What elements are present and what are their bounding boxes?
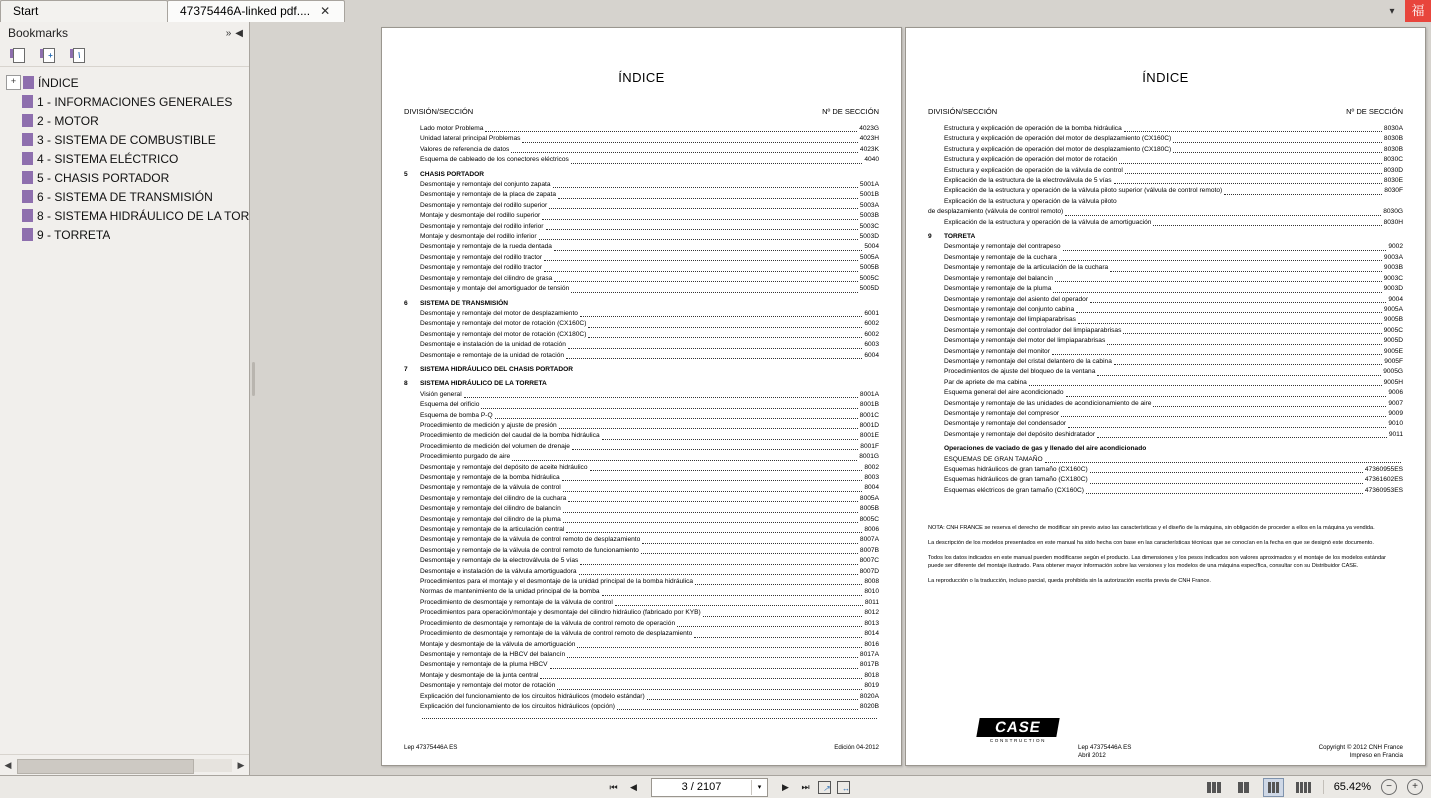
bookmarks-header bbox=[0, 22, 249, 44]
single-page-view-button[interactable] bbox=[1205, 779, 1224, 796]
toc-entry-text: Desmontaje y remontaje del limpiaparabrisas bbox=[944, 316, 1076, 324]
toc-entry-page: 8014 bbox=[864, 630, 879, 638]
toc-entry-page: 8030C bbox=[1383, 156, 1403, 164]
toc-entry-page: 8030B bbox=[1383, 145, 1403, 153]
toc-entry-text: Explicación de la estructura y operación de la válvula piloto superior (válvula de control remoto) bbox=[944, 187, 1223, 195]
toc-entry-page: 5004 bbox=[864, 243, 879, 251]
toc-left bbox=[404, 124, 879, 721]
toc-entry-text: Montaje y desmontaje de la válvula de amortiguación bbox=[420, 640, 576, 648]
next-page-button[interactable]: ▶ bbox=[782, 781, 789, 792]
toc-section bbox=[404, 299, 879, 309]
toc-entry-text: Visión general bbox=[420, 390, 462, 398]
collapse-panel-icon[interactable]: ◀ bbox=[235, 27, 243, 39]
toc-entry-text: Desmontaje y remontaje del motor del limpiaparabrisas bbox=[944, 337, 1106, 345]
toc-entry-text: Desmontaje y remontaje del monitor bbox=[944, 347, 1050, 355]
bottom-toolbar bbox=[0, 775, 1431, 798]
toc-entry-text: Procedimiento de medición del caudal de la bomba hidráulica bbox=[420, 432, 600, 440]
toc-entry-page: 8030H bbox=[1383, 218, 1403, 226]
bookmark-bullet-icon bbox=[23, 76, 34, 89]
toc-entry-text: Desmontaje y remontaje de la articulación de la cuchara bbox=[944, 264, 1109, 272]
page-left[interactable] bbox=[381, 27, 902, 766]
toc-entry-page: 8030A bbox=[1383, 125, 1403, 132]
toc-entry-page: 9005G bbox=[1383, 368, 1403, 376]
toc-entry-text: Desmontaje y remontaje de la cuchara bbox=[944, 253, 1057, 261]
sidebar-item-5[interactable] bbox=[6, 168, 249, 187]
sidebar-item-label: 3 - SISTEMA DE COMBUSTIBLE bbox=[37, 132, 216, 147]
tab-start[interactable] bbox=[0, 0, 168, 22]
toc-entry-page: 8017B bbox=[859, 661, 879, 669]
toc-entry-text: Desmontaje y remontaje del conjunto zapata bbox=[420, 181, 551, 189]
toc-entry-page: 9003C bbox=[1383, 274, 1403, 282]
toc-entry-page: 9002 bbox=[1388, 243, 1403, 251]
toc-entry-text: Procedimiento de medición del volumen de drenaje bbox=[420, 442, 570, 450]
page-footer bbox=[928, 744, 1403, 751]
toc-section-title: SISTEMA HIDRÁULICO DEL CHASIS PORTADOR bbox=[420, 365, 574, 373]
toc-entry-text: Desmontaje y remontaje de la pluma HBCV bbox=[420, 661, 548, 669]
toc-entry-text: Par de apriete de ma cabina bbox=[944, 378, 1027, 386]
toc-entry-text: Desmontaje y remontaje del balancín bbox=[944, 274, 1053, 282]
toc-entry-page: 8005A bbox=[859, 494, 879, 502]
note-4: La reproducción o la traducción, incluso parcial, queda prohibida sin la autorización escrita previa de CNH France. bbox=[928, 578, 1211, 585]
document-viewport[interactable] bbox=[257, 22, 1431, 775]
toc-entry-page: 8016 bbox=[864, 640, 879, 648]
tab-bar bbox=[0, 0, 1431, 23]
toc-entry-text: Lado motor Problema bbox=[420, 125, 484, 132]
toc-entry-page: 8020B bbox=[859, 702, 879, 710]
toc-entry-page: 9005C bbox=[1383, 326, 1403, 334]
toc-entry-text: Procedimiento de desmontaje y remontaje de la válvula de control remoto de operación bbox=[420, 619, 676, 627]
expand-icon[interactable]: + bbox=[6, 75, 21, 90]
toc-entry-page: 8007A bbox=[859, 536, 879, 544]
toc-column-headers bbox=[404, 107, 879, 116]
toc-entry-page: 9010 bbox=[1388, 420, 1403, 428]
toc-entry-text: Desmontaje y remontaje de la placa de zapata bbox=[420, 191, 556, 199]
note-1: NOTA: CNH FRANCE se reserva el derecho de modificar sin previo aviso las características y el diseño de la máquina, sin obligación de proceder a ellos en la máquina ya vendida. bbox=[928, 525, 1375, 532]
bookmark-bullet-icon bbox=[22, 171, 33, 184]
sidebar-item-label: 4 - SISTEMA ELÉCTRICO bbox=[37, 151, 179, 166]
toc-entry-page: 8030F bbox=[1384, 187, 1403, 195]
last-page-button[interactable]: ⏭ bbox=[801, 781, 810, 792]
continuous-view-button[interactable] bbox=[1294, 779, 1313, 796]
new-bookmark-icon[interactable]: + bbox=[40, 48, 56, 62]
toc-entry-page: 9003D bbox=[1383, 285, 1403, 293]
toc-entry-page: 6002 bbox=[864, 330, 879, 338]
chevron-down-icon[interactable]: ▾ bbox=[751, 780, 767, 795]
scroll-track[interactable] bbox=[17, 759, 232, 772]
toc-entry-page: 4023H bbox=[859, 135, 879, 143]
bookmark-bullet-icon bbox=[22, 95, 33, 108]
toc-entry-page: 5005C bbox=[859, 274, 879, 282]
toc-entry-text: Explicación de la estructura y operación de la válvula de amortiguación bbox=[944, 218, 1152, 226]
toc-entry-text: Desmontaje y remontaje del controlador del limpiaparabrisas bbox=[944, 326, 1122, 334]
sidebar-item-4[interactable] bbox=[6, 149, 249, 168]
toc-entry-page: 5003A bbox=[859, 201, 879, 209]
toc-entry-page: 9003B bbox=[1383, 264, 1403, 272]
toc-entry-page: 8030D bbox=[1383, 166, 1403, 174]
toc-section-number: 7 bbox=[404, 365, 408, 373]
toc-entry-page: 5001B bbox=[859, 191, 879, 199]
scroll-thumb[interactable] bbox=[17, 759, 194, 774]
chevron-down-icon[interactable]: ▾ bbox=[1389, 6, 1395, 17]
page-title: ÍNDICE bbox=[618, 70, 665, 85]
toc-entry-text: Desmontaje y remontaje del conjunto cabina bbox=[944, 305, 1075, 313]
toc-entry-page: 6003 bbox=[864, 341, 879, 349]
case-logo bbox=[978, 718, 1058, 743]
toc-entry-text: Normas de mantenimiento de la unidad principal de la bomba bbox=[420, 588, 600, 596]
toc-entry-text: Estructura y explicación de operación del motor de desplazamiento (CX160C) bbox=[944, 135, 1172, 143]
toc-entry-text: Desmontaje y remontaje del rodillo superior bbox=[420, 201, 548, 209]
footer-center-line1: Lep 47375446A ES bbox=[1078, 744, 1132, 751]
close-icon[interactable]: ✕ bbox=[320, 4, 331, 18]
toc-entry-page: 9005F bbox=[1384, 357, 1403, 365]
toc-entry-text: Desmontaje y remontaje del motor de desplazamiento bbox=[420, 309, 578, 317]
fit-page-icon[interactable]: ↗ bbox=[817, 780, 833, 794]
toc-entry-text: Explicación de la estructura de la electroválvula de 5 vías bbox=[944, 177, 1112, 185]
toc-entry-page: 6004 bbox=[864, 351, 879, 359]
toc-entry-page: 8018 bbox=[864, 671, 879, 679]
toc-entry-text: Desmontaje y remontaje del condensador bbox=[944, 420, 1067, 428]
toc-entry-page: 8001E bbox=[859, 432, 879, 440]
toc-section-title: SISTEMA DE TRANSMISIÓN bbox=[420, 299, 509, 307]
case-logo-text: CASE bbox=[976, 718, 1059, 737]
toc-entry-text: Desmontaje y remontaje de la HBCV del balancín bbox=[420, 650, 566, 658]
toc-entry-text: Desmontaje y remontaje del rodillo inferior bbox=[420, 222, 544, 230]
zoom-in-button[interactable]: + bbox=[1407, 779, 1423, 795]
toc-section-number: 8 bbox=[404, 380, 408, 388]
toc-column-headers bbox=[928, 107, 1403, 116]
toc-entry-text: Explicación del funcionamiento de los circuitos hidráulicos (opción) bbox=[420, 702, 615, 710]
fit-width-icon[interactable]: ↔ bbox=[836, 780, 852, 794]
expand-arrow-icon[interactable]: » bbox=[225, 27, 232, 39]
toc-entry-page: 8019 bbox=[864, 682, 879, 690]
toc-col-left: DIVISIÓN/SECCIÓN bbox=[404, 107, 474, 116]
case-logo-subtext: CONSTRUCTION bbox=[989, 738, 1047, 743]
toc-entry-text: Estructura y explicación de operación de la válvula de control bbox=[944, 166, 1123, 174]
bookmark-bullet-icon bbox=[22, 152, 33, 165]
toc-entry-text: Estructura y explicación de operación del motor de desplazamiento (CX180C) bbox=[944, 145, 1172, 153]
toc-entry-page: 8007C bbox=[859, 557, 879, 565]
toc-entry-text: Desmontaje y remontaje de la bomba hidráulica bbox=[420, 474, 560, 481]
toc-entry-text: Desmontaje y remontaje del cilindro de la pluma bbox=[420, 515, 561, 523]
toc-entry-page: 5005B bbox=[859, 264, 879, 272]
toc-section bbox=[928, 232, 1403, 242]
toc-entry-page: 5003C bbox=[859, 222, 879, 230]
footer-right-line1: Copyright © 2012 CNH France bbox=[1318, 744, 1403, 751]
sidebar-item-2[interactable] bbox=[6, 111, 249, 130]
toc-entry-text: ESQUEMAS DE GRAN TAMAÑO bbox=[944, 455, 1043, 463]
toc-entry-text: Procedimientos de ajuste del bloqueo de la ventana bbox=[944, 368, 1096, 376]
toc-entry-page: 9007 bbox=[1388, 399, 1403, 407]
toc-entry-page: 8005C bbox=[859, 515, 879, 523]
toc-entry-text: Esquemas eléctricos de gran tamaño (CX160C) bbox=[944, 486, 1085, 494]
toc-section bbox=[928, 444, 1403, 454]
toc-entry-text: Desmontaje y remontaje del cristal delantero de la cabina bbox=[944, 357, 1112, 365]
bookmarks-tree bbox=[0, 67, 249, 244]
toc-entry-page: 8005B bbox=[859, 505, 879, 513]
toc-section-number: 5 bbox=[404, 170, 408, 178]
toc-entry-text: Desmontaje e instalación de la unidad de rotación bbox=[420, 341, 566, 349]
toc-entry-page: 4040 bbox=[864, 156, 879, 164]
toc-entry-page: 8008 bbox=[864, 578, 879, 586]
toc-entry-text: Desmontaje y remontaje del motor de rotación bbox=[420, 682, 556, 690]
page-navigation bbox=[605, 776, 852, 798]
sidebar-item-label: 6 - SISTEMA DE TRANSMISIÓN bbox=[37, 189, 213, 204]
toc-entry-text: Desmontaje e remontaje de la unidad de rotación bbox=[420, 351, 565, 359]
toc-entry-page: 9005H bbox=[1383, 378, 1403, 386]
toc-entry-page: 9004 bbox=[1388, 295, 1403, 303]
page-title: ÍNDICE bbox=[1142, 70, 1189, 85]
toc-entry-text: Esquema general del aire acondicionado bbox=[944, 389, 1064, 397]
toc-entry-page: 5003D bbox=[859, 233, 879, 241]
toc-entry-text: Procedimiento purgado de aire bbox=[420, 453, 511, 461]
toc-entry-text: Explicación de la estructura y operación de la válvula piloto bbox=[944, 197, 1117, 205]
bookmark-bullet-icon bbox=[22, 190, 33, 203]
toc-entry-text: Desmontaje y remontaje del rodillo tractor bbox=[420, 264, 543, 272]
toc-section bbox=[404, 365, 879, 375]
toc-section-number bbox=[928, 444, 944, 454]
language-button[interactable]: 福 bbox=[1405, 0, 1431, 22]
toc-entry-text: Estructura y explicación de operación del motor de rotación bbox=[944, 156, 1118, 164]
toc-col-right: Nº DE SECCIÓN bbox=[1346, 107, 1403, 116]
toc-entry-page: 8010 bbox=[864, 588, 879, 596]
toc-col-right: Nº DE SECCIÓN bbox=[822, 107, 879, 116]
sidebar-item-6[interactable] bbox=[6, 187, 249, 206]
toc-entry-page: 8006 bbox=[864, 526, 879, 534]
toc-entry-page: 8007D bbox=[859, 567, 879, 575]
toc-entry-text: Esquemas hidráulicos de gran tamaño (CX180C) bbox=[944, 476, 1088, 484]
toc-entry-page: 6001 bbox=[864, 309, 879, 317]
toc-entry-page: 8007B bbox=[859, 546, 879, 554]
bookmark-bullet-icon bbox=[22, 209, 33, 222]
toc-entry-text: Esquema de cableado de los conectores eléctricos bbox=[420, 156, 569, 164]
toc-entry-page: 8001D bbox=[859, 421, 879, 429]
facing-page-view-button[interactable] bbox=[1234, 779, 1253, 796]
sidebar-item-indice[interactable] bbox=[6, 73, 249, 92]
sidebar-item-label: ÍNDICE bbox=[38, 75, 79, 90]
toc-entry-text: de desplazamiento (válvula de control remoto) bbox=[928, 208, 1064, 216]
splitter-grip[interactable] bbox=[252, 362, 255, 396]
toc-entry-text: Montaje y desmontaje del rodillo superior bbox=[420, 212, 541, 220]
note-2: La descripción de los modelos presentados en este manual ha sido hecha con base en las características técnicas que se conocían en la fecha en que se designó este documento. bbox=[928, 540, 1374, 547]
page-number-value: 3 / 2107 bbox=[681, 781, 722, 793]
tab-start-label: Start bbox=[13, 4, 39, 18]
toc-entry-text: Desmontaje y remontaje del asiento del operador bbox=[944, 295, 1089, 303]
toc-entry-text: Desmontaje y remontaje de la válvula de control remoto de desplazamiento bbox=[420, 536, 641, 544]
toc-entry-text: Procedimientos para operación/montaje y desmontaje del cilindro hidráulico (fabricado por KYB) bbox=[420, 609, 701, 617]
toc-entry-page: 5003B bbox=[859, 212, 879, 220]
toc-entry-text: Desmontaje y remontaje del rodillo tractor bbox=[420, 253, 543, 261]
toc-entry-text: Desmontaje y remontaje de la válvula de control bbox=[420, 484, 561, 492]
toc-col-left: DIVISIÓN/SECCIÓN bbox=[928, 107, 998, 116]
toc-section-title: SISTEMA HIDRÁULICO DE LA TORRETA bbox=[420, 380, 547, 388]
toc-entry-page: 6002 bbox=[864, 320, 879, 328]
toc-section-number: 9 bbox=[928, 233, 932, 241]
toc-entry-text: Procedimiento de desmontaje y remontaje de la válvula de control remoto de desplazamiento bbox=[420, 630, 693, 638]
toc-entry-page: 9006 bbox=[1388, 389, 1403, 397]
panel-splitter[interactable] bbox=[250, 22, 257, 775]
toc-entry-text: Desmontaje y remontaje del cilindro de grasa bbox=[420, 274, 553, 282]
toc-entry-text: Desmontaje y remontaje de la rueda dentada bbox=[420, 243, 552, 251]
toc-entry-page: 8001G bbox=[859, 453, 879, 461]
sidebar-item-label: 9 - TORRETA bbox=[37, 227, 111, 242]
toc-entry-page: 8002 bbox=[864, 463, 879, 471]
toc-entry-text: Desmontaje y remontaje de la electroválvula de 5 vías bbox=[420, 557, 579, 565]
first-page-button[interactable]: ⏮ bbox=[609, 781, 618, 792]
page-footer-2 bbox=[928, 752, 1403, 759]
toc-entry-text: Desmontaje y remontaje del cilindro de balancín bbox=[420, 505, 561, 513]
bookmark-icon[interactable] bbox=[10, 48, 26, 62]
scroll-left-icon[interactable]: ◀ bbox=[4, 760, 12, 770]
toc-entry-text: Desmontaje y remontaje del compresor bbox=[944, 409, 1060, 417]
bookmarks-title: Bookmarks bbox=[8, 26, 69, 40]
toc-entry-page: 9005A bbox=[1383, 305, 1403, 313]
toc-entry-text: Estructura y explicación de operación de la bomba hidráulica bbox=[944, 125, 1122, 132]
toc-entry-text: Desmontaje e instalación de la válvula amortiguadora bbox=[420, 567, 577, 575]
sidebar-item-label: 8 - SISTEMA HIDRÁULICO DE LA TOR bbox=[36, 208, 249, 223]
toc-entry-page: 8013 bbox=[864, 619, 879, 627]
sidebar-item-1[interactable] bbox=[6, 92, 249, 111]
zoom-level: 65.42% bbox=[1333, 781, 1371, 793]
footer-center-line2: Abril 2012 bbox=[1078, 752, 1106, 759]
toc-entry-page: 9011 bbox=[1388, 430, 1403, 438]
bookmark-bullet-icon bbox=[22, 228, 33, 241]
toc-section-title: Operaciones de vaciado de gas y llenado del aire acondicionado bbox=[944, 445, 1147, 453]
toc-entry-page: 9005D bbox=[1383, 337, 1403, 345]
toc-entry-text: Valores de referencia de datos bbox=[420, 145, 510, 153]
toc-entry-page: 8030B bbox=[1383, 135, 1403, 143]
toc-entry-text: Desmontaje y remontaje del depósito deshidratador bbox=[944, 430, 1096, 438]
toc-entry-text: Procedimientos para el montaje y el desmontaje de la unidad principal de la bomba hidráulica bbox=[420, 578, 694, 586]
toc-entry-page: 9005E bbox=[1383, 347, 1403, 355]
bookmark-bullet-icon bbox=[22, 133, 33, 146]
toc-entry-text: Desmontaje y remontaje del motor de rotación (CX160C) bbox=[420, 320, 587, 328]
sidebar-item-9[interactable] bbox=[6, 225, 249, 244]
toc-entry-page: 8004 bbox=[864, 484, 879, 492]
toc-entry-page: 8012 bbox=[864, 609, 879, 617]
toc-entry-text: Desmontaje y remontaje de la pluma bbox=[944, 285, 1052, 293]
toc-entry-page: 8001F bbox=[860, 442, 879, 450]
toc-entry-text: Desmontaje y remontaje de la válvula de control remoto de funcionamiento bbox=[420, 546, 639, 554]
toc-entry-page: 9003A bbox=[1383, 253, 1403, 261]
toc-entry-text: Procedimiento de medición y ajuste de presión bbox=[420, 421, 557, 429]
toc-entry-page: 9009 bbox=[1388, 409, 1403, 417]
toc-entry-text: Desmontaje y remontaje del depósito de aceite hidráulico bbox=[420, 463, 588, 471]
toc-entry-page: 8020A bbox=[859, 692, 879, 700]
toc-entry-page: 8001C bbox=[859, 411, 879, 419]
bookmarks-toolbar bbox=[0, 44, 249, 67]
toc-entry-page: 8001A bbox=[859, 390, 879, 398]
toc-entry-page: 8030E bbox=[1383, 177, 1403, 185]
legal-notes bbox=[928, 524, 1403, 585]
toc-entry-text: Desmontaje y remontaje del cilindro de la cuchara bbox=[420, 494, 567, 502]
toc-right bbox=[928, 124, 1403, 496]
toc-entry-text: Procedimiento de desmontaje y remontaje de la válvula de control bbox=[420, 598, 613, 606]
footer-left: Lep 47375446A ES bbox=[404, 744, 458, 751]
toc-entry-text: Explicación del funcionamiento de los circuitos hidráulicos (modelo estándar) bbox=[420, 692, 645, 700]
toc-section-number: 6 bbox=[404, 299, 408, 307]
toc-section bbox=[404, 170, 879, 180]
toc-entry-text: Esquemas hidráulicos de gran tamaño (CX160C) bbox=[944, 466, 1088, 473]
toc-entry-page: 47361602ES bbox=[1364, 476, 1403, 484]
sidebar-item-3[interactable] bbox=[6, 130, 249, 149]
sidebar-item-label: 5 - CHASIS PORTADOR bbox=[37, 170, 170, 185]
page-number-input[interactable] bbox=[651, 778, 768, 797]
toc-entry-page: 47360953ES bbox=[1364, 486, 1403, 494]
toc-entry-text: Montaje y desmontaje del rodillo inferior bbox=[420, 233, 537, 241]
toc-entry-text: Esquema del orificio bbox=[420, 401, 480, 409]
note-3: Todos los datos indicados en este manual pueden modificarse según el producto. Las dimensiones y los pesos indicados son valores aproximados y el montaje de los modelos estándar puede ser diferente del montaje ilustrado. Para obtener mayor información sobre las versiones y los modelos de una máquina específica, consultar con su Distribuidor CASE. bbox=[928, 555, 1387, 570]
toc-entry-page: 5001A bbox=[859, 181, 879, 189]
toc-entry-text: Montaje y desmontaje de la junta central bbox=[420, 671, 539, 679]
bookmarks-horizontal-scrollbar[interactable] bbox=[0, 754, 249, 776]
footer-right-line2: Impreso en Francia bbox=[1349, 752, 1403, 759]
footer-right: Edición 04-2012 bbox=[834, 744, 879, 751]
toc-entry-text: Desmontaje y remontaje de la articulación central bbox=[420, 526, 565, 534]
facing-page-cover-view-button[interactable] bbox=[1263, 778, 1284, 797]
scroll-right-icon[interactable]: ▶ bbox=[237, 760, 245, 770]
view-controls bbox=[1205, 776, 1423, 798]
bookmarks-panel bbox=[0, 22, 250, 775]
page-footer bbox=[404, 744, 879, 751]
toc-entry-text: Desmontaje y remontaje del motor de rotación (CX180C) bbox=[420, 330, 587, 338]
zoom-out-button[interactable]: − bbox=[1381, 779, 1397, 795]
toc-entry-page: 8017A bbox=[859, 650, 879, 658]
toc-entry-page: 8030G bbox=[1383, 208, 1403, 216]
toc-entry-text: Desmontaje y remontaje de las unidades de acondicionamiento de aire bbox=[944, 399, 1152, 407]
previous-page-button[interactable]: ◀ bbox=[630, 781, 637, 792]
toolbar-divider bbox=[1323, 780, 1324, 794]
sidebar-item-label: 1 - INFORMACIONES GENERALES bbox=[37, 94, 233, 109]
toc-section-title: TORRETA bbox=[944, 233, 976, 241]
sidebar-item-label: 2 - MOTOR bbox=[37, 113, 99, 128]
toc-entry-text: Desmontaje y remontaje del contrapeso bbox=[944, 243, 1061, 251]
tab-document[interactable] bbox=[167, 0, 345, 22]
toc-entry-page: 4023K bbox=[859, 145, 879, 153]
edit-bookmark-icon[interactable]: \ bbox=[70, 48, 86, 62]
toc-entry-page: 8001B bbox=[859, 401, 879, 409]
toc-section bbox=[404, 379, 879, 389]
toc-entry-text: Desmontaje y montaje del amortiguador de tensión bbox=[420, 285, 570, 293]
toc-entry-page: 5005A bbox=[859, 253, 879, 261]
toc-entry-page: 4023G bbox=[859, 125, 879, 132]
toc-entry-page: 8003 bbox=[864, 474, 879, 481]
tab-document-label: 47375446A-linked pdf.... bbox=[180, 4, 311, 18]
toc-entry-page: 47360955ES bbox=[1364, 466, 1403, 473]
toc-section-title: CHASIS PORTADOR bbox=[420, 170, 484, 178]
bookmark-bullet-icon bbox=[22, 114, 33, 127]
toc-entry-page: 5005D bbox=[859, 285, 879, 293]
page-right[interactable] bbox=[905, 27, 1426, 766]
toc-entry-page: 9005B bbox=[1383, 316, 1403, 324]
sidebar-item-8[interactable] bbox=[6, 206, 249, 225]
toc-entry-page: 8011 bbox=[864, 598, 879, 606]
toc-entry-text: Esquema de bomba P-Q bbox=[420, 411, 493, 419]
toc-entry-text: Unidad lateral principal Problemas bbox=[420, 135, 521, 143]
